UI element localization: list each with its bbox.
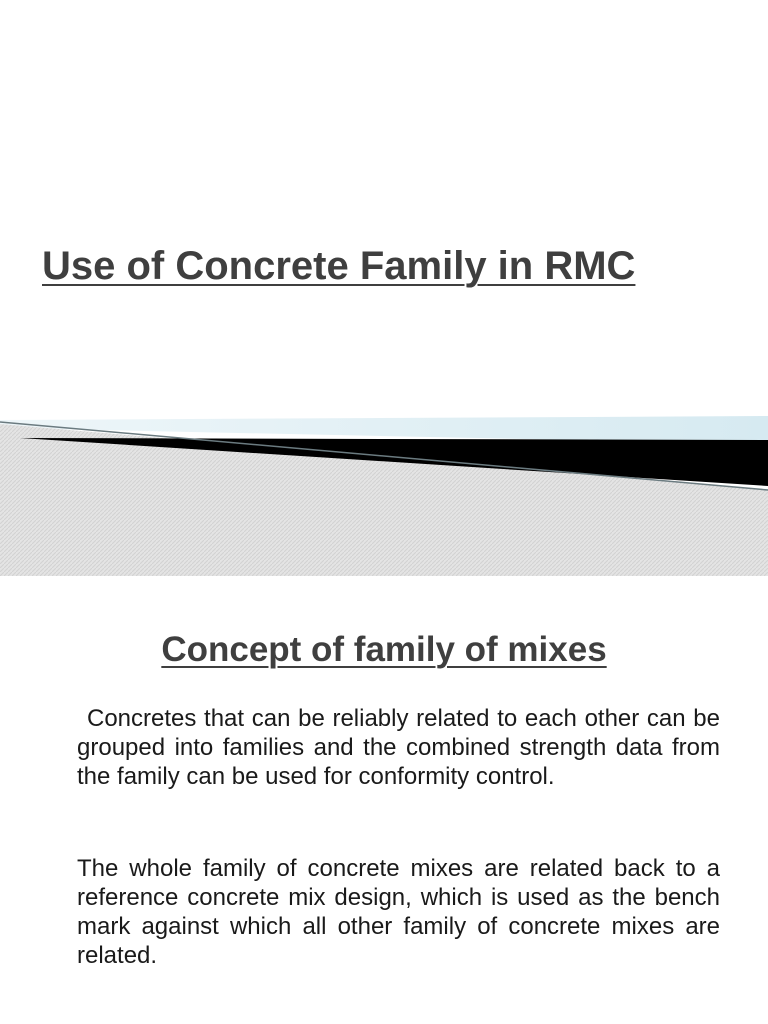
- slide-1-title: Use of Concrete Family in RMC: [42, 244, 636, 288]
- paragraph-2: The whole family of concrete mixes are related back to a reference concrete mix design, which is used as the bench mark against which all other family of concrete mixes are related.: [77, 855, 720, 969]
- paragraph-1: Concretes that can be reliably related to each other can be grouped into families and the combined strength data from the family can be used for conformity control.: [77, 705, 720, 790]
- slide-2-title: Concept of family of mixes: [161, 630, 607, 669]
- slide-2: [0, 576, 768, 1024]
- decorative-band: [0, 400, 768, 576]
